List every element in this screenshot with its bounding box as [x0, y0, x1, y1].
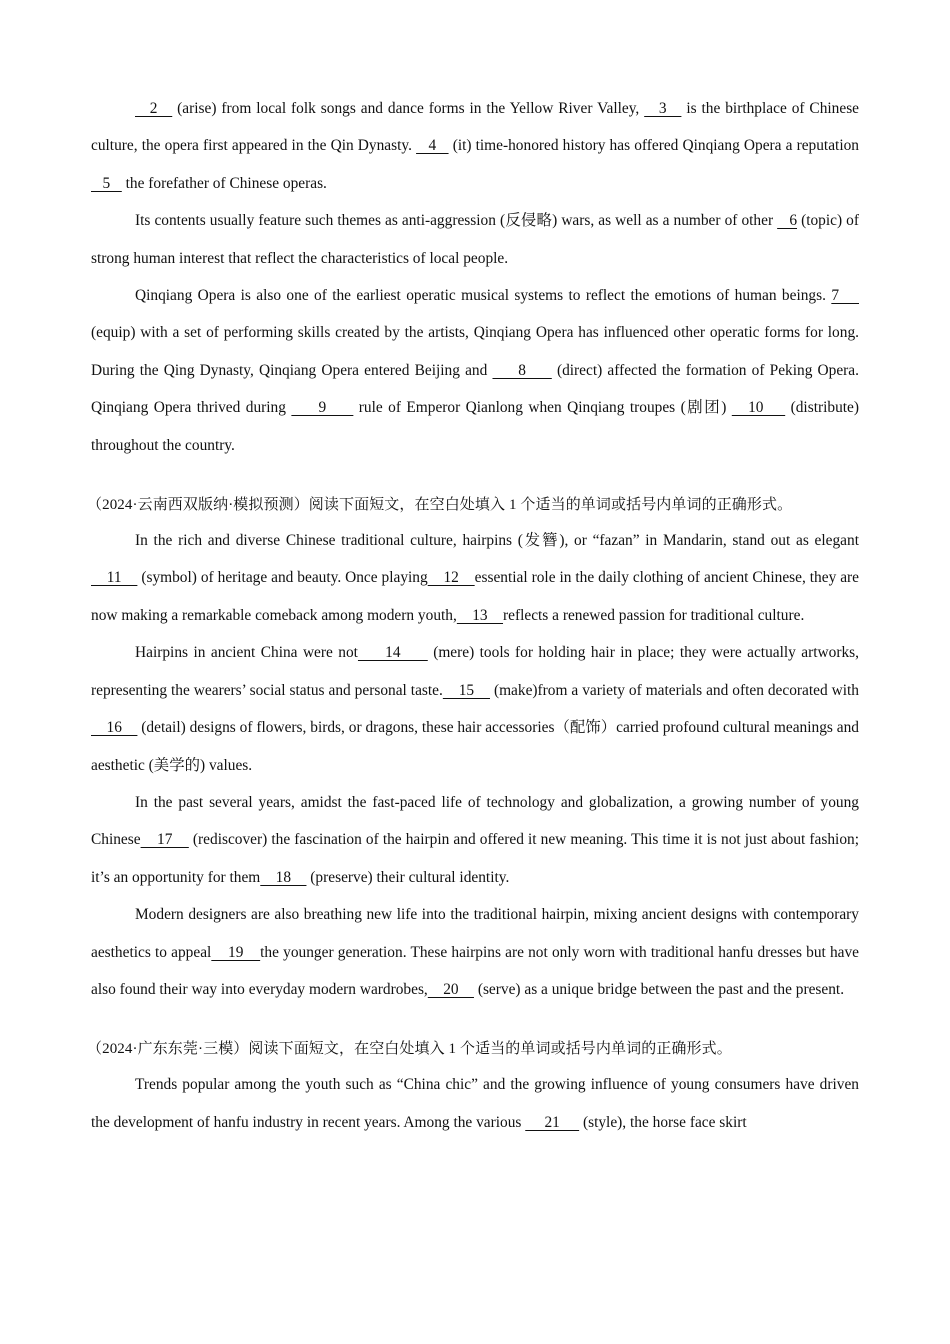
passage-text: is the birthplace of Chinese culture, the opera first appeared in the Qin Dynasty. [91, 100, 860, 155]
passage1-paragraph-2 [91, 202, 859, 277]
passage-text: Qinqiang Opera is also one of the earliest operatic musical systems to reflect the emotions of human beings. [135, 287, 832, 305]
passage-text: (preserve) their cultural identity. [306, 868, 510, 886]
instruction-1: （2024·云南西双版纳·模拟预测）阅读下面短文，在空白处填入 1 个适当的单词或括号内单词的正确形式。 [87, 497, 793, 514]
answer-blank[interactable]: 9 [291, 399, 354, 417]
passage-text: (mere) tools for holding hair in place; they were actually artworks, representing the wearers’ social status and personal taste. [91, 644, 859, 699]
passage-text: Trends popular among the youth such as “China chic” and the growing influence of young consumers have driven the development of hanfu industry in recent years. Among the various [91, 1076, 859, 1131]
passage2-paragraph-2 [91, 634, 859, 784]
passage-text: (arise) from local folk songs and dance forms in the Yellow River Valley, [172, 100, 645, 117]
passage-text: essential role in the daily clothing of ancient Chinese, they are now making a remarkable comeback among modern youth, [91, 569, 859, 624]
instruction-2: （2024·广东东莞·三模）阅读下面短文，在空白处填入 1 个适当的单词或括号内单词的正确形式。 [87, 1041, 732, 1058]
passage2-paragraph-4 [91, 896, 859, 1008]
passage-text: the younger generation. These hairpins are not only worn with traditional hanfu dresses but have also found their way into everyday modern wardrobes, [91, 943, 860, 998]
answer-blank[interactable]: 17 [140, 831, 189, 849]
passage-text: (it) time-honored history has offered Qinqiang Opera a reputation [448, 137, 859, 155]
answer-blank[interactable]: 13 [456, 606, 504, 624]
passage-text: (topic) of strong human interest that reflect the characteristics of local people. [91, 212, 859, 267]
passage1-paragraph-1 [91, 90, 859, 202]
answer-blank[interactable]: 16 [91, 719, 138, 737]
answer-blank[interactable]: 14 [357, 644, 428, 662]
passage-text: rule of Emperor Qianlong when Qinqiang troupes (剧团) [353, 399, 732, 417]
passage-text: (serve) as a unique bridge between the past and the present. [473, 980, 845, 998]
passage-text: (rediscover) the fascination of the hairpin and offered it new meaning. This time it is not just about fashion; it’s an opportunity for them [91, 831, 859, 886]
answer-blank[interactable]: 12 [427, 569, 475, 587]
passage-text: (style), the horse face skirt [579, 1113, 747, 1131]
answer-blank[interactable]: 21 [525, 1113, 580, 1131]
passage1-paragraph-3 [91, 277, 859, 464]
answer-blank[interactable]: 7 [831, 287, 859, 305]
answer-blank[interactable]: 5 [91, 174, 122, 192]
document-page [87, 90, 860, 1141]
passage-text: Hairpins in ancient China were not [135, 644, 358, 662]
answer-blank[interactable]: 11 [91, 569, 138, 587]
answer-blank[interactable]: 20 [427, 980, 474, 998]
passage-text: In the past several years, amidst the fast-paced life of technology and globalization, a growing number of young Chinese [91, 793, 859, 849]
answer-blank[interactable]: 6 [777, 212, 798, 230]
answer-blank[interactable]: 8 [492, 361, 552, 379]
passage-text: In the rich and diverse Chinese traditional culture, hairpins (发簪), or “fazan” in Mandarin, stand out as elegant [135, 532, 859, 550]
answer-blank[interactable]: 2 [135, 100, 173, 117]
passage3-paragraph-1 [91, 1066, 859, 1141]
passage2-paragraph-1 [91, 522, 859, 634]
passage-text: (make)from a variety of materials and often decorated with [489, 681, 859, 699]
answer-blank[interactable]: 4 [416, 137, 449, 155]
passage-text: (symbol) of heritage and beauty. Once playing [137, 569, 428, 587]
passage-text: reflects a renewed passion for traditional culture. [503, 606, 805, 624]
answer-blank[interactable]: 18 [260, 868, 307, 886]
passage-text: Modern designers are also breathing new life into the traditional hairpin, mixing ancient designs with contemporary aesthetics to appeal [91, 906, 859, 961]
passage-text: Its contents usually feature such themes as anti-aggression (反侵略) wars, as well as a number of other [135, 212, 778, 230]
passage-text: the forefather of Chinese operas. [121, 174, 327, 192]
passage-text: (distribute) throughout the country. [91, 399, 860, 454]
passage-text: (equip) with a set of performing skills created by the artists, Qinqiang Opera has influenced other operatic forms for long. During the Qing Dynasty, Qinqiang Opera entered Beijing and [91, 324, 859, 379]
answer-blank[interactable]: 3 [644, 100, 682, 117]
passage2-paragraph-3 [91, 784, 859, 896]
answer-blank[interactable]: 15 [442, 681, 490, 699]
passage-text: (detail) designs of flowers, birds, or dragons, these hair accessories（配饰）carried profound cultural meanings and aesthetic (美学的) values. [91, 719, 860, 774]
passage-text: (direct) affected the formation of Peking Opera. Qinqiang Opera thrived during [91, 361, 859, 417]
answer-blank[interactable]: 19 [211, 943, 261, 961]
answer-blank[interactable]: 10 [731, 399, 786, 417]
